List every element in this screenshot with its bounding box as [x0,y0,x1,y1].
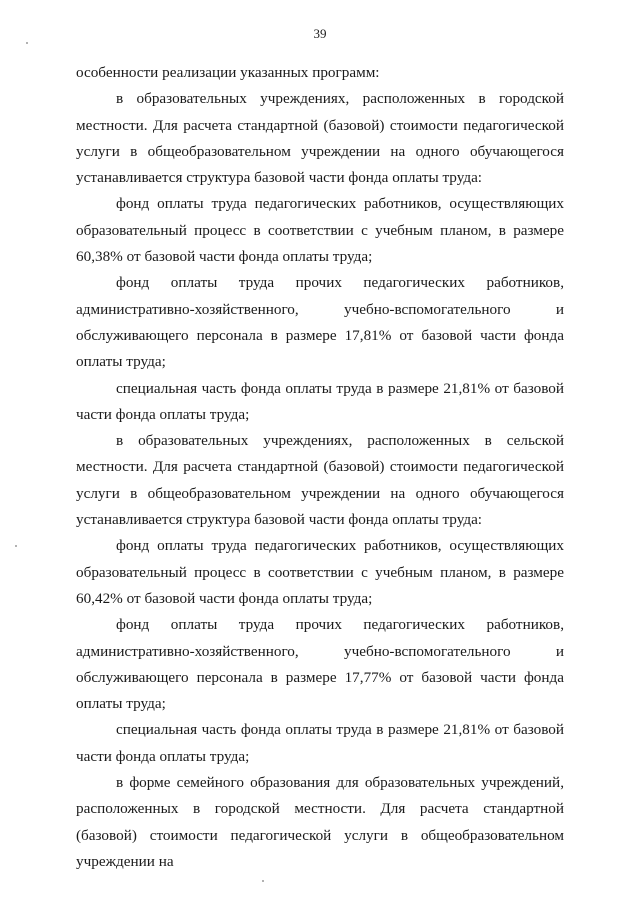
paragraph-rural-other-staff: фонд оплаты труда прочих педагогических работников, административно-хозяйственного, учебно-вспомогательного и обслуживающего персонала в размере 17,77% от базовой части фонда оплаты труда; [76,616,564,713]
paragraph-urban-intro: в образовательных учреждениях, расположенных в городской местности. Для расчета стандартной (базовой) стоимости педагогической услуги в общеобразовательном учреждении на одного обучающегося устанавливается структура базовой части фонда оплаты труда: [76,90,564,187]
paragraph-urban-other-staff: фонд оплаты труда прочих педагогических работников, административно-хозяйственного, учебно-вспомогательного и обслуживающего персонала в размере 17,81% от базовой части фонда оплаты труда; [76,274,564,371]
paragraph-rural-teachers: фонд оплаты труда педагогических работников, осуществляющих образовательный процесс в соответствии с учебным планом, в размере 60,42% от базовой части фонда оплаты труда; [76,537,564,607]
scan-speck [15,545,17,547]
paragraph-family-education: в форме семейного образования для образовательных учреждений, расположенных в городской местности. Для расчета стандартной (базовой) стоимости педагогической услуги в общеобразовательном учреждении на [76,774,564,870]
paragraph-urban-teachers: фонд оплаты труда педагогических работников, осуществляющих образовательный процесс в соответствии с учебным планом, в размере 60,38% от базовой части фонда оплаты труда; [76,195,564,266]
scan-speck [26,42,28,44]
page-number: 39 [313,26,327,41]
scan-speck [262,880,264,882]
paragraph-urban-special: специальная часть фонда оплаты труда в размере 21,81% от базовой части фонда оплаты труда; [76,379,564,423]
page-body [76,60,564,875]
paragraph-intro: особенности реализации указанных программ: [76,64,380,81]
paragraph-rural-intro: в образовательных учреждениях, расположенных в сельской местности. Для расчета стандартной (базовой) стоимости педагогической услуги в общеобразовательном учреждении на одного обучающегося устанавливается структура базовой части фонда оплаты труда: [76,432,564,529]
paragraph-rural-special: специальная часть фонда оплаты труда в размере 21,81% от базовой части фонда оплаты труда; [76,721,564,765]
